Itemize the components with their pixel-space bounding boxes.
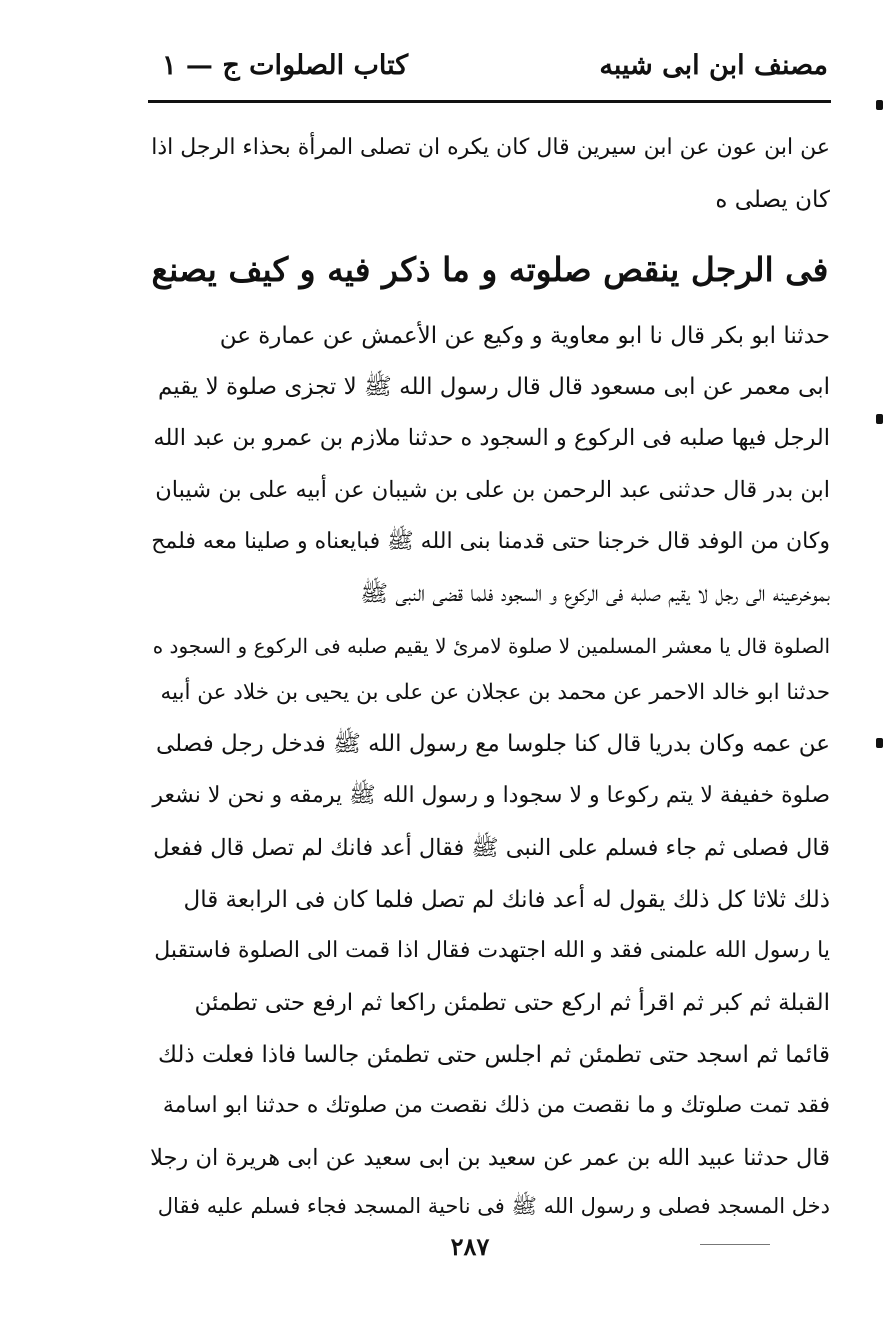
- intro-line: عن ابن عون عن ابن سيرين قال كان يكره ان تصلى المرأة بحذاء الرجل اذا: [151, 135, 830, 160]
- body-line: القبلة ثم كبر ثم اقرأ ثم اركع حتی تطمئن راكعا ثم ارفع حتی تطمئن: [194, 990, 830, 1016]
- body-line: ابن بدر قال حدثنی عبد الرحمن بن علی بن شيبان عن أبيه علی بن شيبان: [155, 477, 830, 503]
- body-line: عن عمه وكان بدريا قال كنا جلوسا مع رسول الله ﷺ فدخل رجل فصلی: [155, 731, 830, 757]
- body-line: ذلك ثلاثا كل ذلك يقول له أعد فانك لم تصل فلما كان فی الرابعة قال: [183, 887, 830, 913]
- page-number: ٢٨٧: [450, 1232, 490, 1261]
- body-line: حدثنا ابو خالد الاحمر عن محمد بن عجلان عن علی بن يحيی بن خلاد عن أبيه: [160, 680, 830, 705]
- body-line: الرجل فيها صلبه فی الركوع و السجود ه حدثنا ملازم بن عمرو بن عبد الله: [153, 425, 830, 451]
- body-line: حدثنا ابو بكر قال نا ابو معاوية و وكيع عن الأعمش عن عمارة عن: [219, 323, 830, 349]
- body-line: قال حدثنا عبيد الله بن عمر عن سعيد بن ابی سعيد عن ابی هريرة ان رجلا: [150, 1145, 830, 1171]
- body-line: فقد تمت صلوتك و ما نقصت من ذلك نقصت من صلوتك ه حدثنا ابو اسامة: [162, 1093, 830, 1118]
- running-header: [148, 50, 828, 94]
- header-rule: [148, 100, 831, 103]
- edge-mark: [876, 738, 883, 748]
- intro-line: كان يصلى ه: [715, 187, 830, 213]
- scan-mark: [700, 1244, 770, 1245]
- body-line: قال فصلی ثم جاء فسلم علی النبی ﷺ فقال أعد فانك لم تصل قال ففعل: [153, 835, 830, 861]
- edge-mark: [876, 100, 883, 110]
- body-line: بموخرعينه الی رجل لا يقيم صلبه فی الركوع و السجود فلما قضی النبی ﷺ: [360, 581, 830, 607]
- body-line: صلوة خفيفة لا يتم ركوعا و لا سجودا و رسول الله ﷺ يرمقه و نحن لا نشعر: [152, 783, 830, 808]
- body-line: دخل المسجد فصلی و رسول الله ﷺ فی ناحية المسجد فجاء فسلم عليه فقال: [157, 1194, 830, 1218]
- body-line: يا رسول الله علمنی فقد و الله اجتهدت فقال اذا قمت الی الصلوة فاستقبل: [154, 938, 830, 963]
- body-line: ابی معمر عن ابی مسعود قال قال رسول الله ﷺ لا تجزی صلوة لا يقيم: [157, 374, 830, 400]
- chapter-label: كتاب الصلوات ج — ١: [162, 50, 409, 81]
- body-line: الصلوة قال يا معشر المسلمين لا صلوة لامرئ لا يقيم صلبه فی الركوع و السجود ه: [152, 634, 830, 658]
- section-heading: فی الرجل ينقص صلوته و ما ذكر فيه و كيف يصنع: [151, 250, 829, 289]
- body-line: قائما ثم اسجد حتی تطمئن ثم اجلس حتی تطمئن جالسا فاذا فعلت ذلك: [158, 1042, 830, 1068]
- body-line: وكان من الوفد قال خرجنا حتی قدمنا بنی الله ﷺ فبايعناه و صلينا معه فلمح: [151, 529, 830, 554]
- book-title: مصنف ابن ابی شیبه: [599, 50, 828, 81]
- edge-mark: [876, 414, 883, 424]
